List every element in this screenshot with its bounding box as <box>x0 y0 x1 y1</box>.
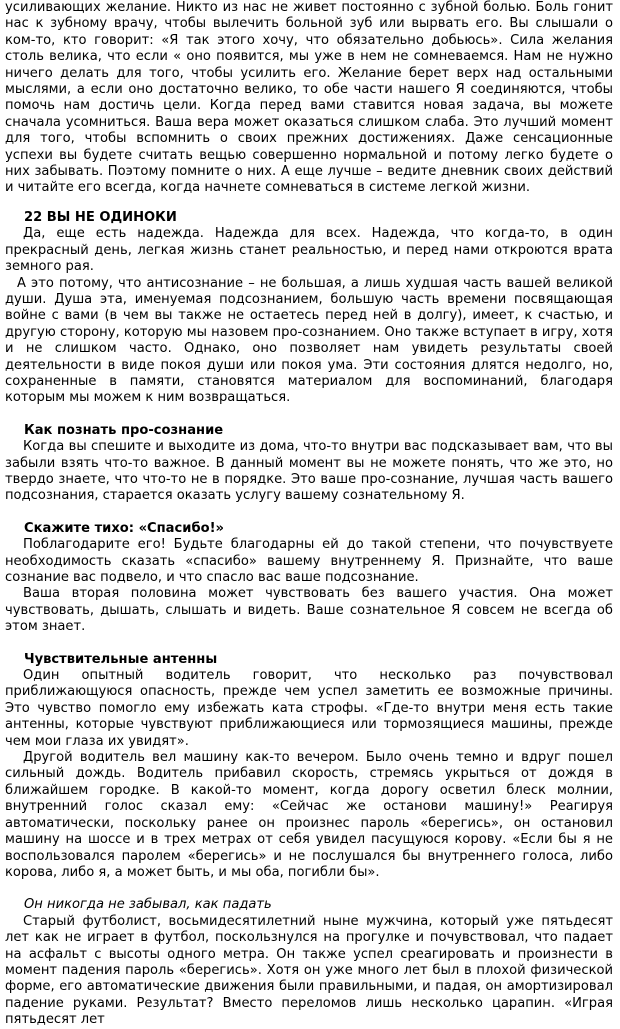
chapter-paragraph: А это потому, что антисознание – не большая, а лишь худшая часть вашей великой души. Душа эта, именуемая подсознанием, большую часть времени посвящающая войне с вами (в чем вы также не остаетесь перед ней в долгу), имеет, к счастью, и другую сторону, которую мы назовем про-сознанием. Оно также вступает в игру, хотя и не слишком часто. Однако, оно позволяет нам увидеть результаты своей деятельности в виде покоя души или покоя ума. Эти состояния длятся недолго, но, сохраненные в памяти, становятся материалом для воспоминаний, благодаря которым мы можем к ним возвращаться. <box>5 275 613 406</box>
section-paragraph: Старый футболист, восьмидесятилетний ныне мужчина, который уже пятьдесят лет как не играет в футбол, поскользнулся на прогулке и почувствовал, что падает на асфальт с высоты одного метра. Он также успел среагировать и произнести в момент падения пароль «берегись». Хотя он уже много лет был в плохой физической форме, его автоматические движения были правильными, и падая, он амортизировал падение руками. Результат? Вместо переломов лишь несколько царапин. «Играя пятьдесят лет <box>5 913 613 1028</box>
section-paragraph: Когда вы спешите и выходите из дома, что-то внутри вас подсказывает вам, что вы забыли взять что-то важное. В данный момент вы не можете понять, что же это, но твердо знаете, что что-то не в порядке. Это ваше про-сознание, лучшая часть вашего подсознания, старается оказать услугу вашему сознательному Я. <box>5 439 613 504</box>
section-paragraph: Один опытный водитель говорит, что несколько раз почувствовал приближающуюся опасность, прежде чем успел заметить ее возможные причины. Это чувство помогло ему избежать ката строфы. «Где-то внутри меня есть такие антенны, которые чувствуют приближающиеся или тормозящиеся машины, прежде чем мои глаза их увидят». <box>5 668 613 749</box>
chapter-heading: 22 ВЫ НЕ ОДИНОКИ <box>24 209 177 225</box>
spacer <box>5 197 613 210</box>
section-heading-italic: Он никогда не забывал, как падать <box>24 897 272 913</box>
chapter-paragraph: Да, еще есть надежда. Надежда для всех. Надежда, что когда-то, в один прекрасный день, легкая жизнь станет реальностью, и перед нами откроются врата земного рая. <box>5 226 613 275</box>
section-heading: Как познать про-сознание <box>24 422 224 438</box>
section-paragraph: Ваша вторая половина может чувствовать без вашего участия. Она может чувствовать, дышать, слышать и видеть. Ваше сознательное Я совсем не всегда об этом знает. <box>5 586 613 635</box>
section-paragraph: Поблагодарите его! Будьте благодарны ей до такой степени, что почувствуете необходимость сказать «спасибо» вашему внутреннему Я. Признайте, что ваше сознание вас подвело, и что спасло вас ваше подсознание. <box>5 537 613 585</box>
intro-paragraph: усиливающих желание. Никто из нас не живет постоянно с зубной болью. Боль гонит нас к зубному врачу, чтобы вылечить больной зуб или вырвать его. Вы слышали о ком-то, кто говорит: «Я так этого хочу, что обязательно добьюсь». Сила желания столь велика, что если « оно появится, мы уже в нем не сомневаемся. Нам не нужно ничего делать для того, чтобы усилить его. Желание берет верх над остальными мыслями, а если оно достаточно велико, то обе части нашего Я соединяются, чтобы помочь нам достичь цели. Когда перед вами ставится новая задача, вы можете сначала усомниться. Ваша вера может оказаться слишком слаба. Это лучший момент для того, чтобы вспомнить о своих прежних достижениях. Даже сенсационные успехи вы будете считать вещью совершенно нормальной и потому легко будете о них забывать. Поэтому помните о них. А еще лучше – ведите дневник своих действий и читайте его всегда, когда начнете сомневаться в системе легкой жизни. <box>5 0 613 196</box>
section-paragraph: Другой водитель вел машину как-то вечером. Было очень темно и вдруг пошел сильный дождь. Водитель прибавил скорость, стремясь укрыться от дождя в ближайшем городке. В какой-то момент, когда дорогу осветил блеск молнии, внутренний голос сказал ему: «Сейчас же останови машину!» Реагируя автоматически, поскольку ранее он произнес пароль «берегись», он остановил машину на шоссе и в трех метрах от себя увидел пасущуюся корову. «Если бы я не воспользовался паролем «берегись» и не послушался бы внутреннего голоса, либо корова, либо я, а может быть, и мы оба, погибли бы». <box>5 750 613 880</box>
spacer <box>5 407 613 423</box>
section-heading: Чувствительные антенны <box>24 651 218 667</box>
spacer <box>5 505 613 521</box>
spacer <box>5 881 613 897</box>
section-heading: Скажите тихо: «Спасибо!» <box>24 520 225 536</box>
spacer <box>5 636 613 652</box>
